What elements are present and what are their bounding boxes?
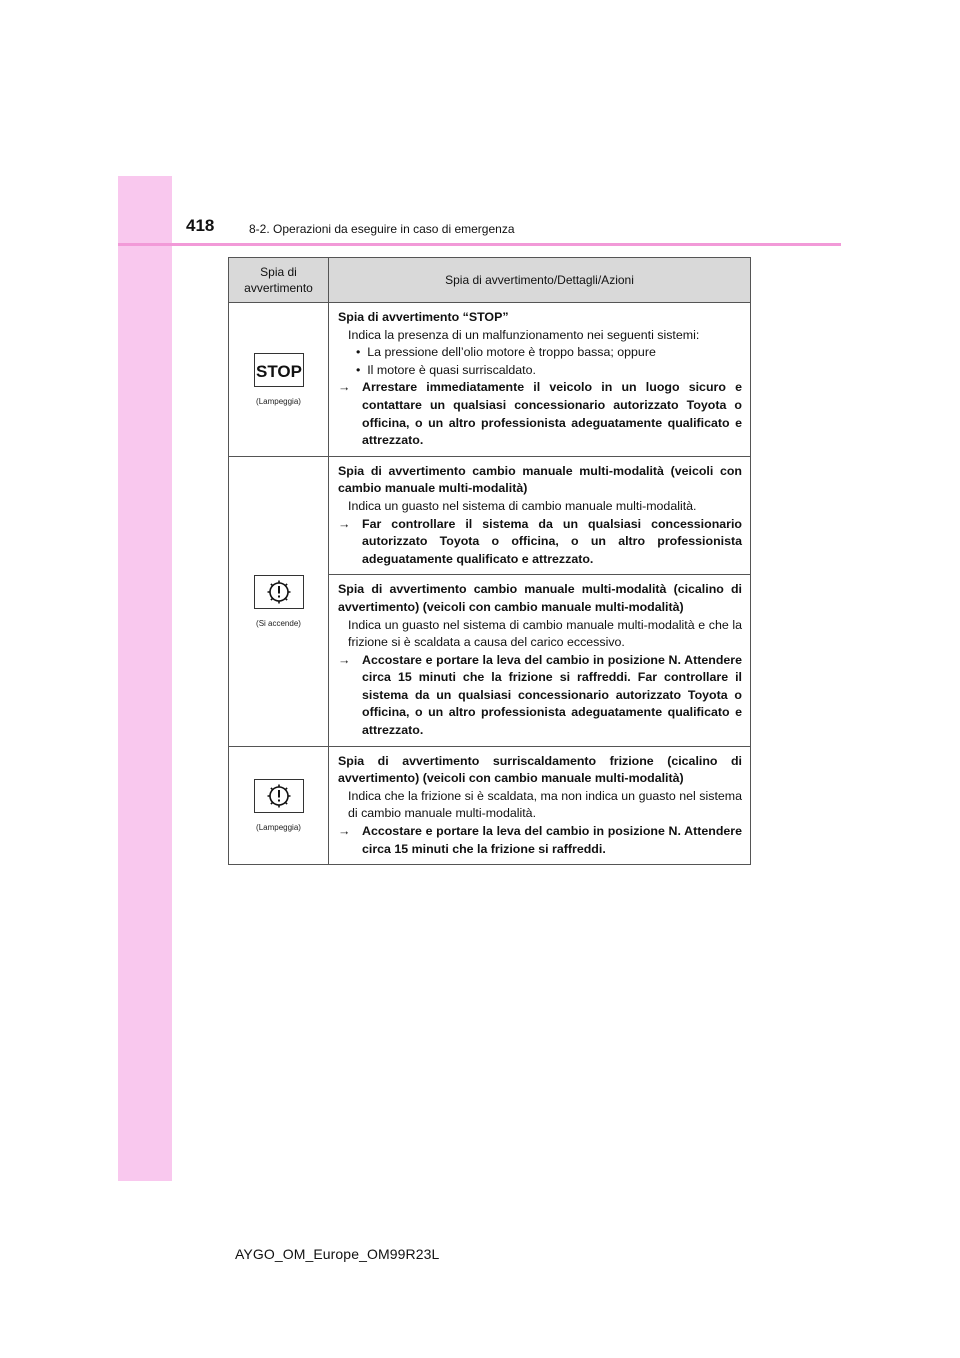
page-number: 418 [186,216,215,235]
warning-title: Spia di avvertimento cambio manuale multi-modalità (veicoli con cambio manuale multi-modalità) [338,463,742,496]
stop-warning-icon [254,353,304,387]
warning-lights-table [228,257,751,865]
table-header-row [229,258,751,303]
warning-title: Spia di avvertimento cambio manuale multi-modalità (cicalino di avvertimento) (veicoli con cambio manuale multi-modalità) [338,582,742,614]
side-color-band [118,176,172,1181]
details-cell [329,456,751,575]
list-item: • Il motore è quasi surriscaldato. [356,362,536,377]
header-rule [118,243,841,246]
arrow-right-icon: → [338,516,351,531]
details-cell [329,575,751,746]
icon-cell [229,746,329,865]
warning-action: → Arrestare immediatamente il veicolo in un luogo sicuro e contattare un qualsiasi concessionario autorizzato Toyota o officina, o un altro professionista adeguatamente qualificato e attrezzato. [338,380,742,448]
icon-caption: (Si accende) [256,618,301,628]
warning-description: Indica un guasto nel sistema di cambio manuale multi-modalità. [348,498,697,513]
list-item: • La pressione dell’olio motore è troppo bassa; oppure [356,345,656,360]
details-cell [329,746,751,865]
icon-caption: (Lampeggia) [256,822,301,832]
warning-title: Spia di avvertimento surriscaldamento frizione (cicalino di avvertimento) (veicoli con cambio manuale multi-modalità) [338,753,742,786]
document-id: AYGO_OM_Europe_OM99R23L [235,1246,440,1262]
stop-icon-text: STOP [255,361,302,381]
warning-description: Indica che la frizione si è scaldata, ma non indica un guasto nel sistema di cambio manuale multi-modalità. [348,788,742,821]
section-title: 8-2. Operazioni da eseguire in caso di emergenza [249,222,515,236]
gear-warning-icon [254,575,304,609]
table-row [229,746,751,865]
column-header-warning-light: Spia di avvertimento [229,258,329,303]
warning-description: Indica la presenza di un malfunzionamento nei seguenti sistemi: [348,327,700,342]
table-row [229,303,751,457]
gear-warning-icon [254,779,304,813]
icon-caption: (Lampeggia) [256,396,301,406]
warning-title: Spia di avvertimento “STOP” [338,310,509,324]
arrow-right-icon: → [338,824,351,839]
arrow-right-icon: → [338,380,351,395]
table-row [229,456,751,575]
details-cell [329,303,751,457]
icon-cell [229,456,329,746]
warning-action: → Far controllare il sistema da un qualsiasi concessionario autorizzato Toyota o officina, o un altro professionista adeguatamente qualificato e attrezzato. [338,516,742,566]
warning-action: → Accostare e portare la leva del cambio in posizione N. Attendere circa 15 minuti che la frizione si raffreddi. Far controllare il sistema da un qualsiasi concessionario autorizzato Toyota o officina, o un altro professionista adeguatamente qualificato e attrezzato. [338,652,742,738]
column-header-details: Spia di avvertimento/Dettagli/Azioni [329,258,751,303]
arrow-right-icon: → [338,652,351,667]
warning-action: → Accostare e portare la leva del cambio in posizione N. Attendere circa 15 minuti che la frizione si raffreddi. [338,824,742,856]
warning-description: Indica un guasto nel sistema di cambio manuale multi-modalità e che la frizione si è scaldata a causa del carico eccessivo. [348,617,742,650]
icon-cell [229,303,329,457]
